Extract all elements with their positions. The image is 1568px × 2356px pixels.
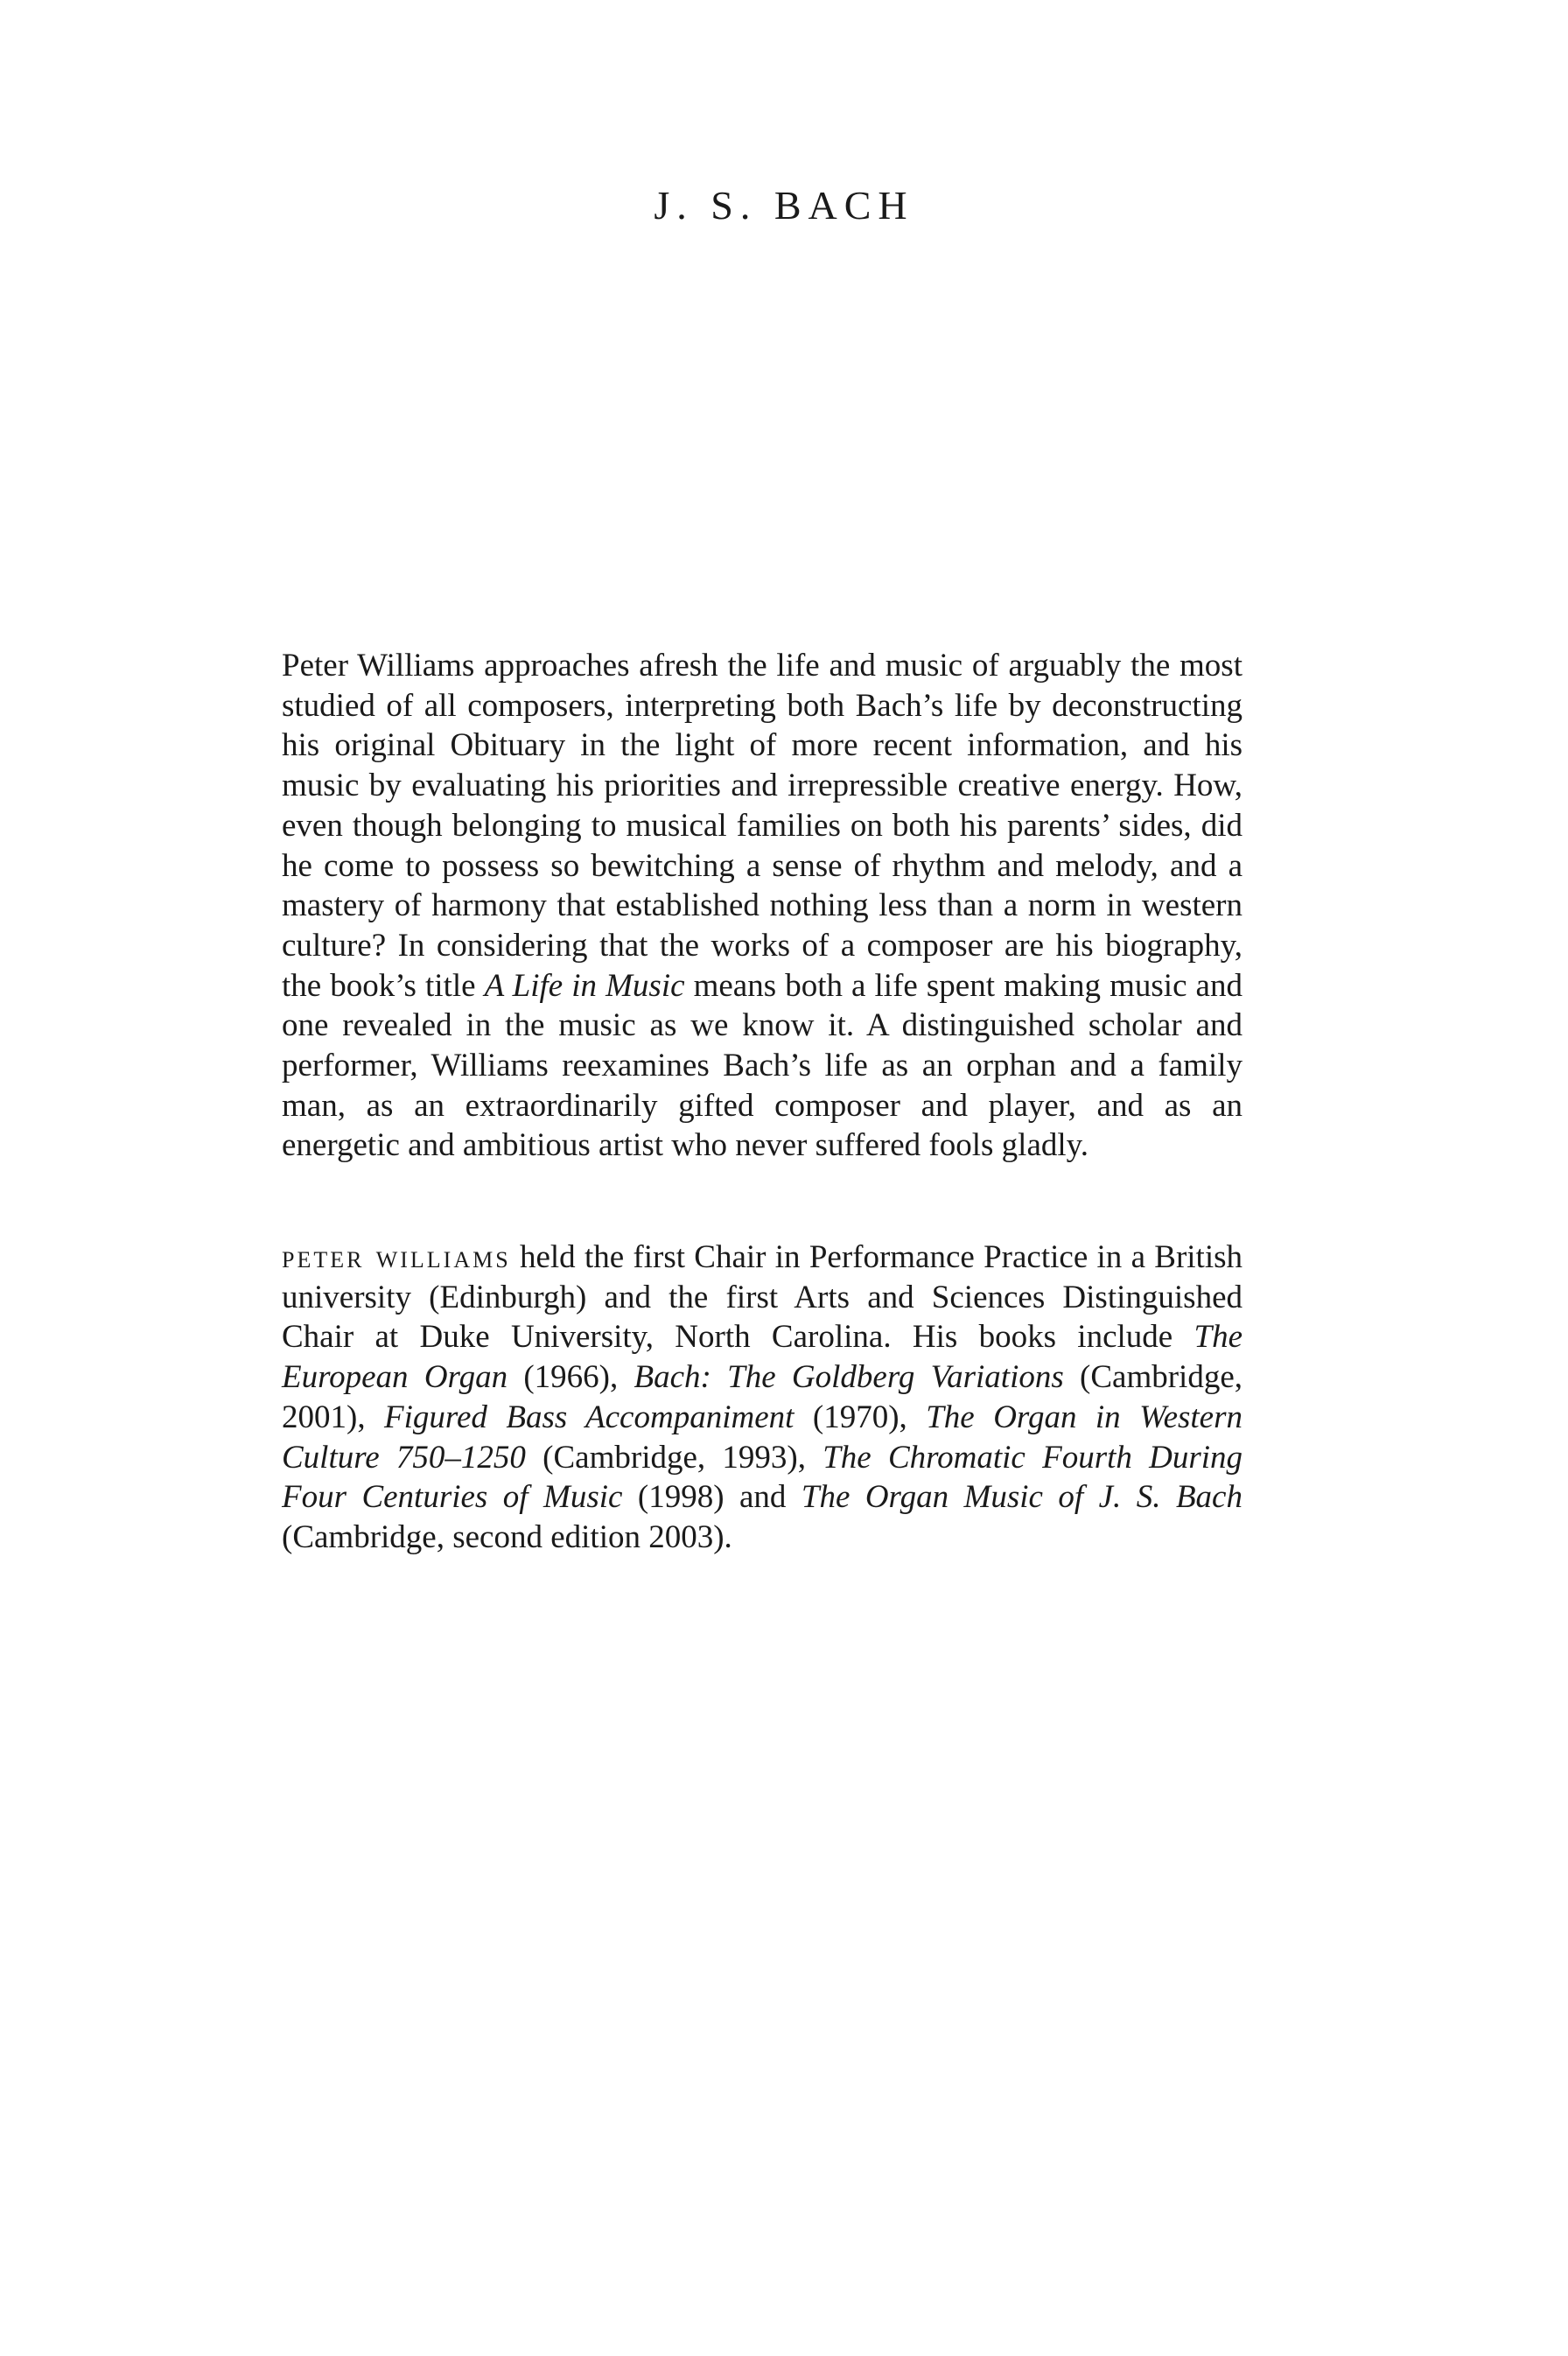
author-bio — [282, 1238, 1242, 1558]
book-title: Figured Bass Accompaniment — [384, 1399, 794, 1435]
description-text: Peter Williams approaches afresh the life and music of arguably the most studied of all composers, interpreting both Bach’s life by deconstructing his original Obituary in the light of more recent information, and his music by evaluating his priorities and irrepressible creative energy. How, even though belonging to musical families on both his parents’ sides, did he come to possess so bewitching a sense of rhythm and melody, and a mastery of harmony that established nothing less than a norm in western culture? In considering that the works of a composer are his biography, the book’s title — [282, 648, 1242, 1004]
bio-text: (Cambridge, 1993), — [525, 1439, 823, 1476]
page-title: J. S. BACH — [654, 183, 914, 228]
author-name: peter williams — [282, 1239, 511, 1275]
bio-text: (1966), — [508, 1359, 634, 1396]
bio-text: (1998) and — [622, 1479, 802, 1516]
book-title-italic: A Life in Music — [484, 967, 685, 1004]
bio-text: (Cambridge, 2001), — [282, 1359, 1242, 1435]
bio-text: (Cambridge, second edition 2003). — [282, 1518, 732, 1555]
bio-text: held the first Chair in Performance Practice in a British university (Edinburgh) and the first Arts and Sciences Distinguished Chair at Duke University, North Carolina. His books include — [282, 1239, 1243, 1356]
bio-text: (1970), — [794, 1399, 927, 1435]
description-text-continued: means both a life spent making music and one revealed in the music as we know it. A distinguished scholar and performer, Williams reexamines Bach’s life as an orphan and a family man, as an extraordinarily gifted composer and player, and as an energetic and ambitious artist who never suffered fools gladly. — [282, 967, 1242, 1164]
book-title: Bach: The Goldberg Variations — [634, 1359, 1064, 1396]
book-title: The Chromatic Fourth During Four Centuries of Music — [282, 1439, 1243, 1516]
book-description — [282, 646, 1242, 1166]
book-title: The Organ in Western Culture 750–1250 — [282, 1399, 1242, 1476]
book-title: The European Organ — [282, 1319, 1242, 1396]
book-title: The Organ Music of J. S. Bach — [801, 1479, 1242, 1516]
